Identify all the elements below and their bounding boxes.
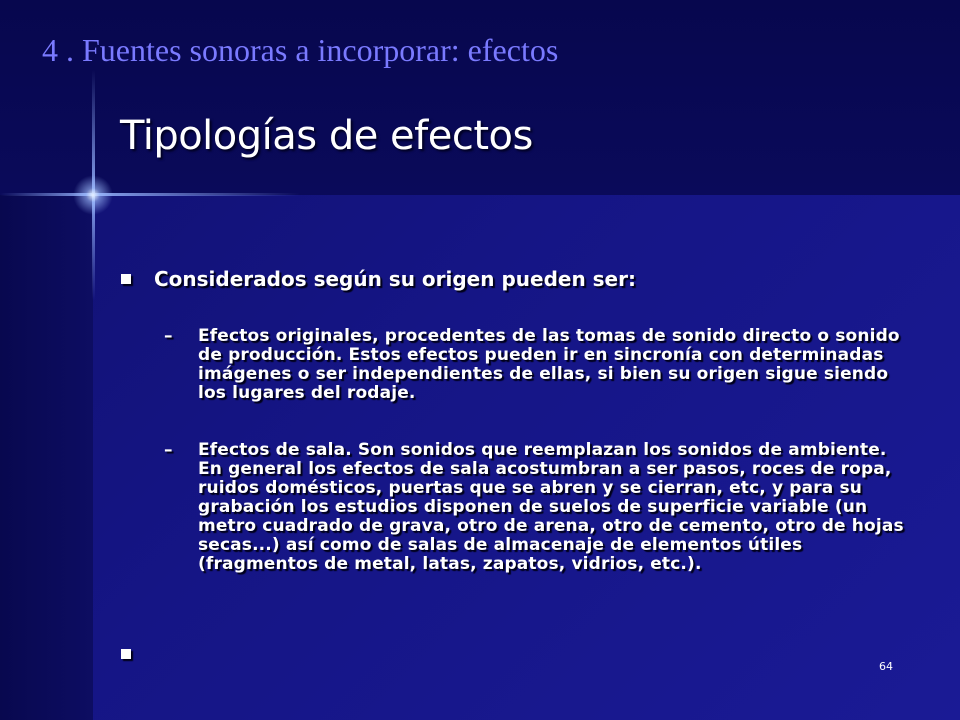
slide-title: Tipologías de efectos — [120, 113, 533, 159]
square-bullet-icon — [121, 649, 131, 659]
empty-bullet-item — [118, 641, 174, 661]
dash-marker: – — [164, 326, 173, 346]
left-band — [0, 195, 93, 720]
bullet-item — [118, 266, 908, 292]
header-band — [0, 0, 960, 195]
sub-bullet-item — [118, 327, 908, 403]
sub-bullet-item — [118, 441, 908, 574]
slide-content — [118, 266, 908, 574]
sub-bullet-text: Efectos originales, procedentes de las tomas de sonido directo o sonido de producción. Estos efectos pueden ir en sincronía con determinadas imágenes o ser independientes de ellas, si bien su origen sigue siendo los lugares del rodaje. — [198, 326, 900, 403]
sparkle-horizontal-line — [0, 193, 300, 196]
square-bullet-icon — [121, 274, 131, 284]
page-number: 64 — [879, 660, 893, 673]
section-heading: 4 . Fuentes sonoras a incorporar: efectos — [42, 32, 559, 68]
sparkle-icon — [73, 175, 113, 215]
sub-bullet-text: Efectos de sala. Son sonidos que reemplazan los sonidos de ambiente. En general los efectos de sala acostumbran a ser pasos, roces de ropa, ruidos domésticos, puertas que se abren y se cierran, etc, y para su grabación los estudios disponen de suelos de superficie variable (un metro cuadrado de grava, otro de arena, otro de cemento, otro de hojas secas...) así como de salas de almacenaje de elementos útiles (fragmentos de metal, latas, zapatos, vidrios, etc.). — [198, 440, 904, 574]
bullet-text: Considerados según su origen pueden ser: — [154, 267, 636, 291]
dash-marker: – — [164, 440, 173, 460]
